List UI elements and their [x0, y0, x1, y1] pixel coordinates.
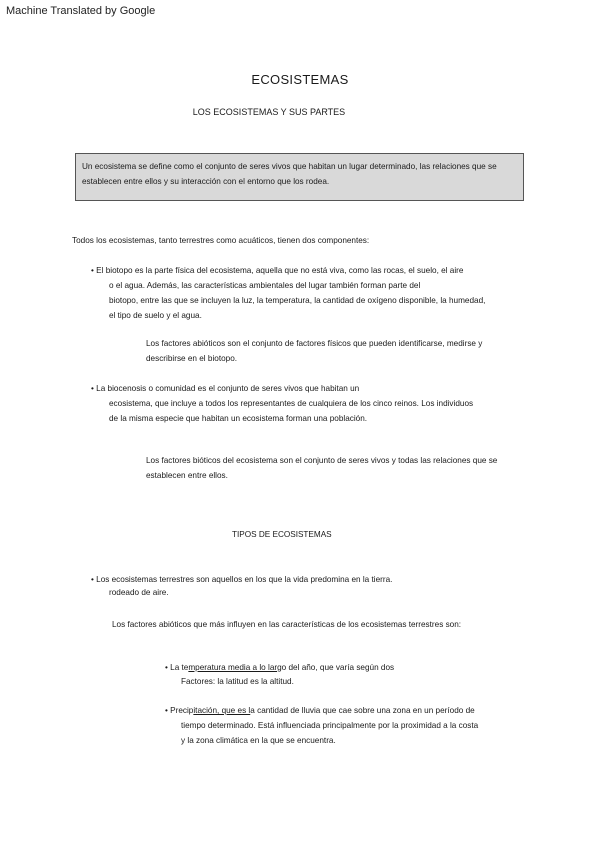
definition-box: [75, 153, 524, 201]
abioticos-note-line: describirse en el biotopo.: [146, 354, 238, 363]
page-title: ECOSISTEMAS: [251, 72, 349, 87]
intro-paragraph: Todos los ecosistemas, tanto terrestres como acuáticos, tienen dos componentes:: [72, 236, 370, 245]
biocenosis-line: • La biocenosis o comunidad es el conjunto de seres vivos que habitan un: [91, 384, 360, 393]
temperatura-item: [165, 663, 394, 672]
bioticos-note-line: establecen entre ellos.: [146, 471, 228, 480]
biotopo-line: o el agua. Además, las características ambientales del lugar también forman parte del: [109, 281, 421, 290]
precipitacion-suffix: a cantidad de lluvia que cae sobre una zona en un período de: [250, 706, 475, 715]
temperatura-line2: Factores: la latitud es la altitud.: [181, 677, 294, 686]
terrestres-line: • Los ecosistemas terrestres son aquellos en los que la vida predomina en la tierra.: [91, 575, 393, 584]
precipitacion-prefix: • Precip: [165, 706, 194, 715]
bioticos-note-line: Los factores bióticos del ecosistema son el conjunto de seres vivos y todas las relaciones que se: [146, 456, 498, 465]
temperatura-underlined: mperatura media a lo lar: [188, 663, 278, 672]
abioticos-terrestres: Los factores abióticos que más influyen en las características de los ecosistemas terrestres son:: [112, 620, 462, 629]
biocenosis-line: de la misma especie que habitan un ecosistema forman una población.: [109, 414, 368, 423]
biocenosis-line: ecosistema, que incluye a todos los representantes de cualquiera de los cinco reinos. Los individuos: [109, 399, 474, 408]
biotopo-line: biotopo, entre las que se incluyen la luz, la temperatura, la cantidad de oxígeno disponible, la humedad,: [109, 296, 486, 305]
section-subtitle: LOS ECOSISTEMAS Y SUS PARTES: [192, 107, 346, 117]
temperatura-prefix: • La te: [165, 663, 189, 672]
biotopo-line: el tipo de suelo y el agua.: [109, 311, 202, 320]
definition-line: establecen entre ellos y su interacción con el entorno que los rodea.: [82, 177, 330, 186]
section-title-tipos: TIPOS DE ECOSISTEMAS: [232, 530, 332, 539]
precipitacion-item: [165, 706, 475, 715]
abioticos-note-line: Los factores abióticos son el conjunto de factores físicos que pueden identificarse, medirse y: [146, 339, 483, 348]
terrestres-line: rodeado de aire.: [109, 588, 169, 597]
machine-translation-header: Machine Translated by Google: [6, 5, 156, 17]
precipitacion-line2: tiempo determinado. Está influenciada principalmente por la proximidad a la costa: [181, 721, 479, 730]
definition-line: Un ecosistema se define como el conjunto de seres vivos que habitan un lugar determinado, las relaciones que se: [82, 162, 497, 171]
precipitacion-underlined: itación, que es l: [193, 706, 251, 715]
precipitacion-line3: y la zona climática en la que se encuentra.: [181, 736, 336, 745]
temperatura-suffix: go del año, que varía según dos: [277, 663, 395, 672]
biotopo-line: • El biotopo es la parte física del ecosistema, aquella que no está viva, como las rocas, el suelo, el aire: [91, 266, 464, 275]
